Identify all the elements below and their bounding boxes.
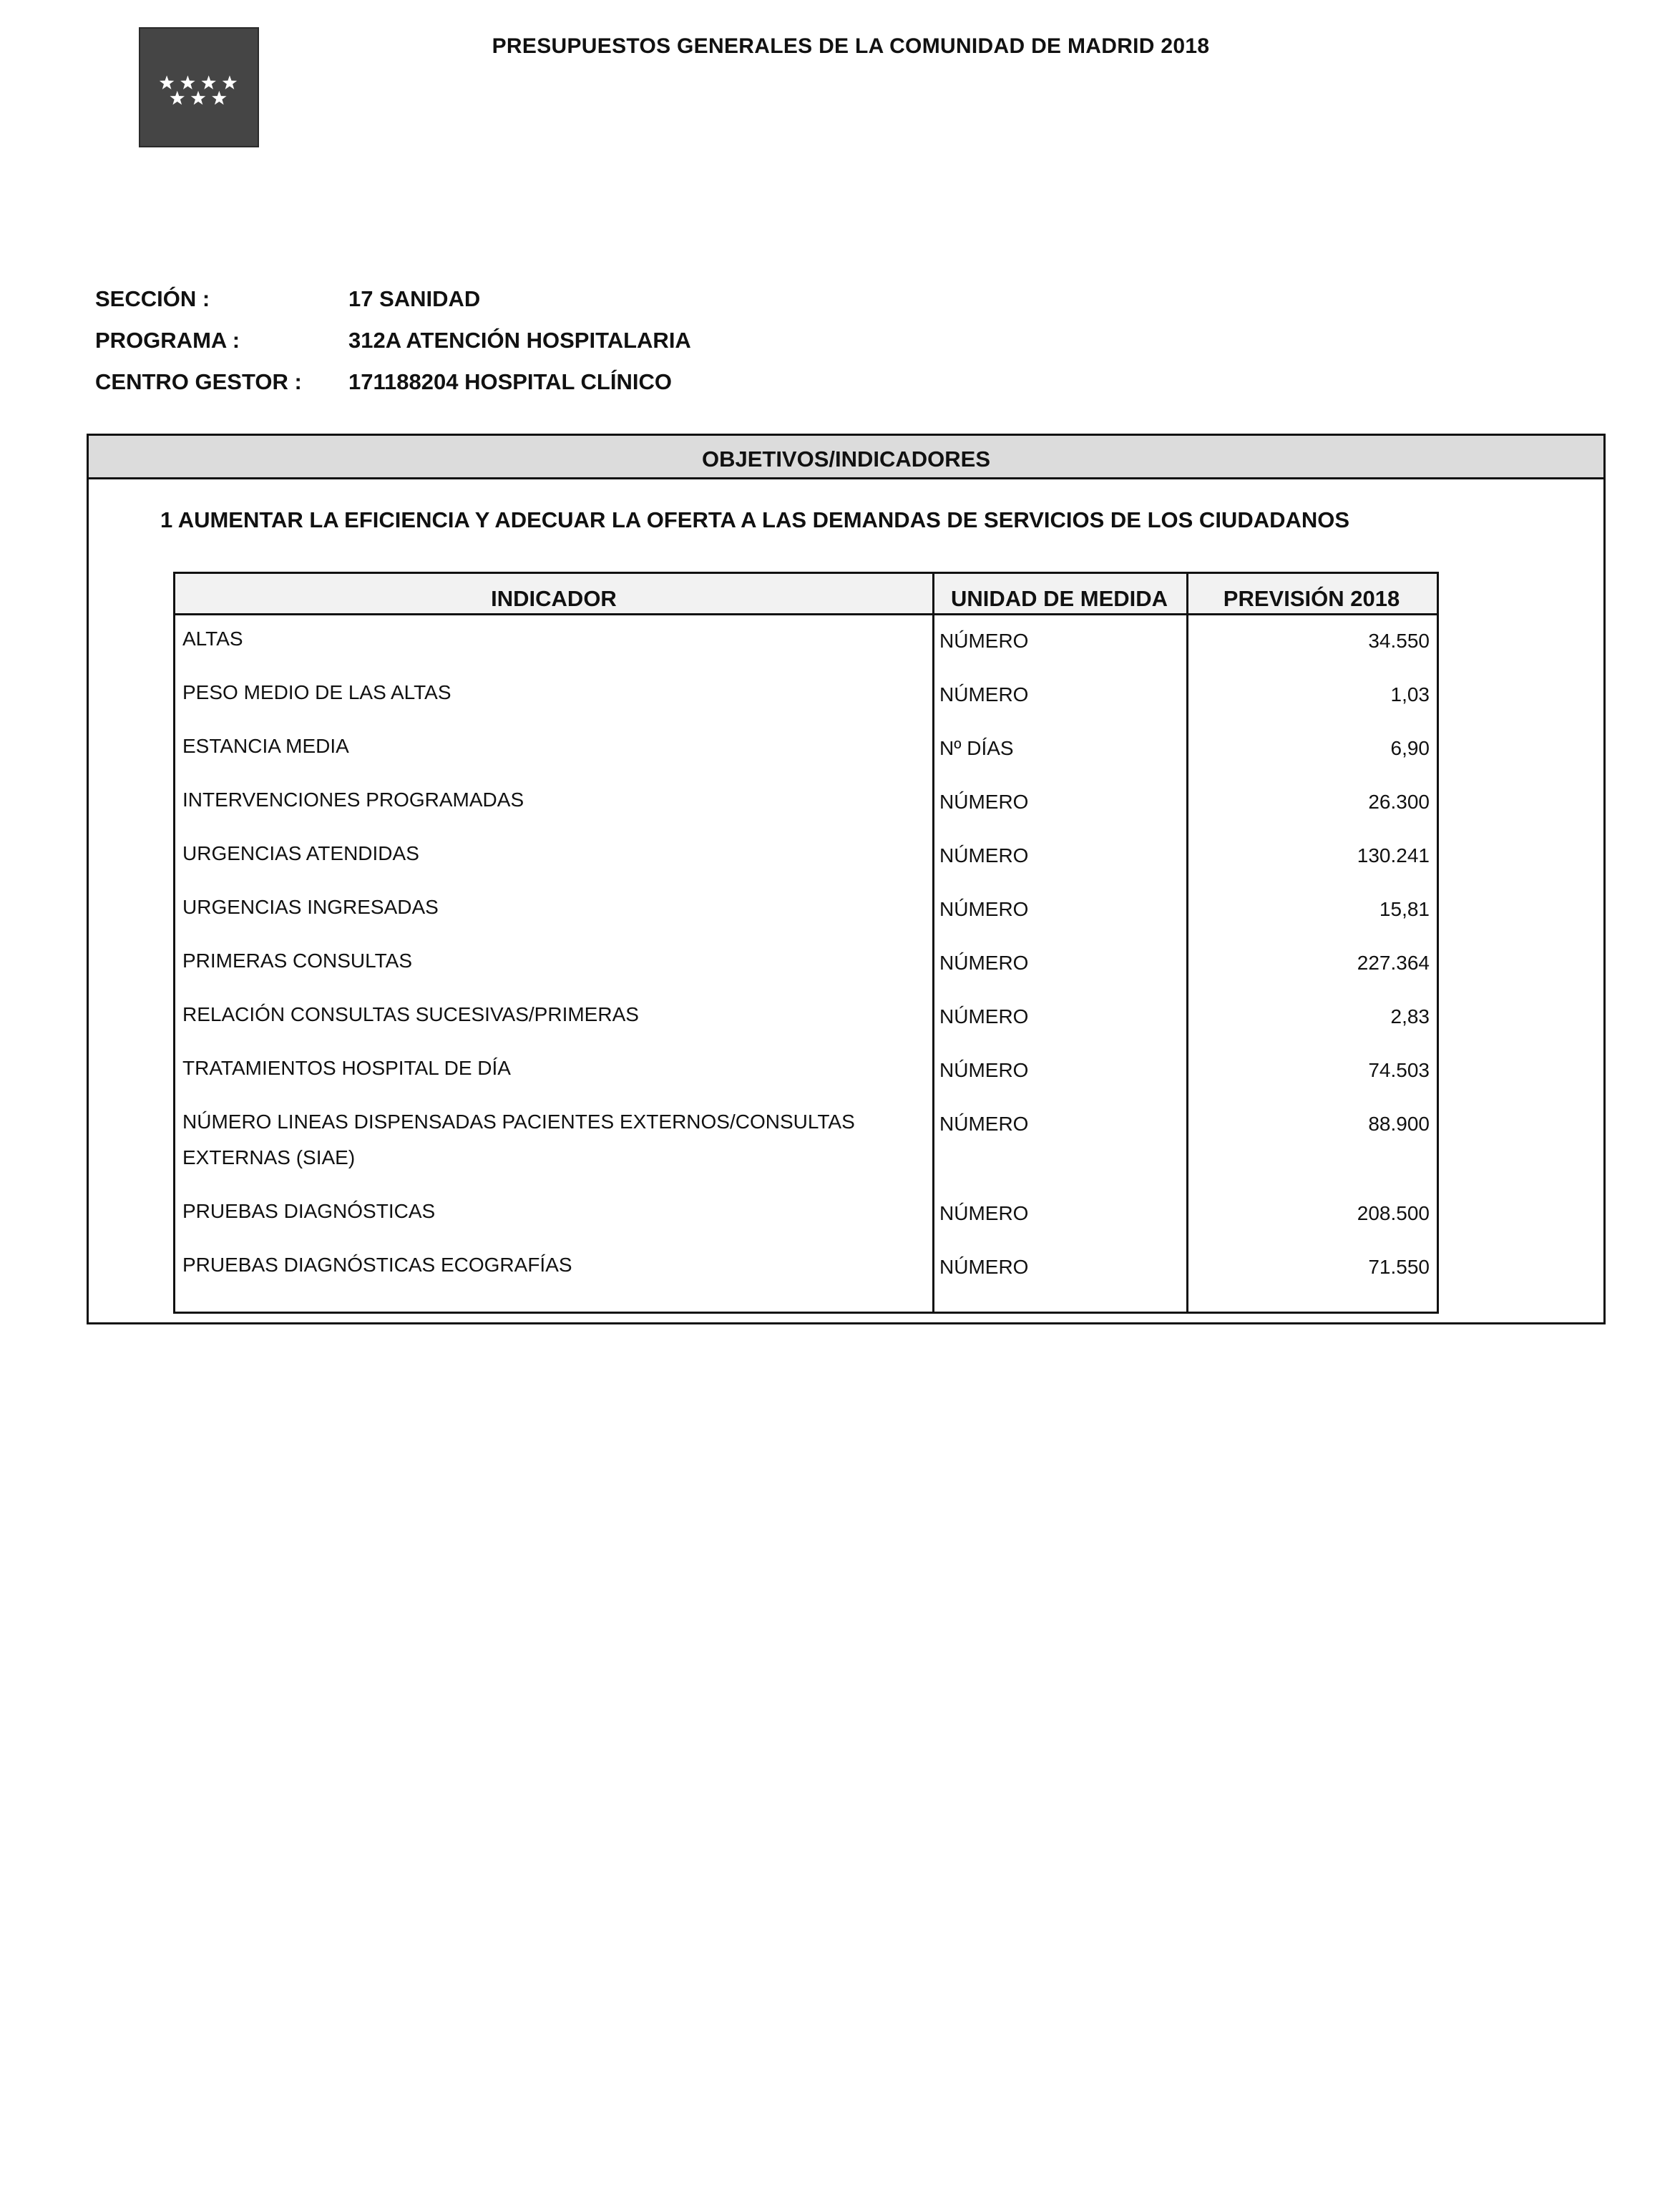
centro-gestor-value: 171188204 HOSPITAL CLÍNICO [348,369,672,394]
indicador-cell: RELACIÓN CONSULTAS SUCESIVAS/PRIMERAS [182,1003,639,1025]
prevision-cell: 15,81 [1379,898,1430,920]
objetivos-panel [87,434,1606,1324]
prevision-cell: 74.503 [1368,1059,1430,1081]
indicador-cell: PRUEBAS DIAGNÓSTICAS [182,1200,436,1222]
prevision-cell: 6,90 [1390,737,1430,759]
indicador-cell-line2: EXTERNAS (SIAE) [182,1146,356,1168]
indicador-cell: ALTAS [182,628,243,650]
header-indicador: INDICADOR [491,586,617,611]
indicador-cell: INTERVENCIONES PROGRAMADAS [182,789,524,811]
unidad-cell: NÚMERO [939,1113,1029,1135]
objective-text: 1 AUMENTAR LA EFICIENCIA Y ADECUAR LA OFERTA A LAS DEMANDAS DE SERVICIOS DE LOS CIUDADANOS [160,507,1350,532]
unidad-cell: NÚMERO [939,898,1029,920]
unidad-cell: Nº DÍAS [939,737,1014,759]
header-unidad: UNIDAD DE MEDIDA [950,586,1168,611]
indicador-cell: NÚMERO LINEAS DISPENSADAS PACIENTES EXTERNOS/CONSULTAS [182,1111,855,1133]
objetivos-heading: OBJETIVOS/INDICADORES [89,436,1603,479]
unidad-cell: NÚMERO [939,1256,1029,1278]
centro-gestor-label: CENTRO GESTOR : [95,369,302,394]
indicador-cell: PESO MEDIO DE LAS ALTAS [182,681,451,703]
header-prevision: PREVISIÓN 2018 [1223,586,1400,611]
document-title: PRESUPUESTOS GENERALES DE LA COMUNIDAD DE MADRID 2018 [492,34,1210,58]
unidad-cell: NÚMERO [939,844,1029,867]
prevision-cell: 88.900 [1368,1113,1430,1135]
unidad-cell: NÚMERO [939,630,1029,652]
prevision-cell: 1,03 [1390,683,1430,706]
seccion-value: 17 SANIDAD [348,286,481,311]
prevision-cell: 227.364 [1357,952,1430,974]
prevision-cell: 130.241 [1357,844,1430,867]
indicador-cell: PRUEBAS DIAGNÓSTICAS ECOGRAFÍAS [182,1254,572,1276]
table-header [175,574,1437,615]
prevision-cell: 26.300 [1368,791,1430,813]
indicador-cell: TRATAMIENTOS HOSPITAL DE DÍA [182,1057,511,1079]
prevision-cell: 208.500 [1357,1202,1430,1224]
prevision-cell: 71.550 [1368,1256,1430,1278]
indicador-cell: ESTANCIA MEDIA [182,735,349,757]
unidad-cell: NÚMERO [939,1005,1029,1028]
unidad-cell: NÚMERO [939,1202,1029,1224]
column-divider [1186,574,1188,1312]
prevision-cell: 2,83 [1390,1005,1430,1028]
unidad-cell: NÚMERO [939,791,1029,813]
unidad-cell: NÚMERO [939,952,1029,974]
indicador-cell: PRIMERAS CONSULTAS [182,950,413,972]
programa-label: PROGRAMA : [95,328,240,353]
column-divider [932,574,934,1312]
indicador-cell: URGENCIAS ATENDIDAS [182,842,419,864]
unidad-cell: NÚMERO [939,683,1029,706]
seccion-label: SECCIÓN : [95,286,210,311]
indicators-table [173,572,1439,1314]
prevision-cell: 34.550 [1368,630,1430,652]
unidad-cell: NÚMERO [939,1059,1029,1081]
programa-value: 312A ATENCIÓN HOSPITALARIA [348,328,691,353]
indicador-cell: URGENCIAS INGRESADAS [182,896,439,918]
